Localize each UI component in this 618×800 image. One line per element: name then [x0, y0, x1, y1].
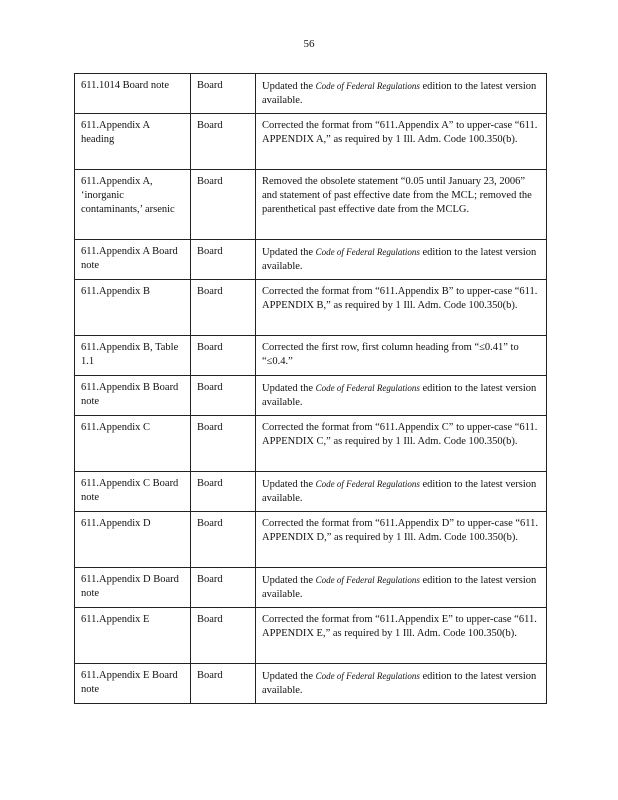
- cfr-title: Code of Federal Regulations: [315, 383, 420, 393]
- change-description-cell: [256, 608, 547, 664]
- table-row: [75, 336, 547, 376]
- change-description-cell: [256, 416, 547, 472]
- table-row: [75, 114, 547, 170]
- cfr-title: Code of Federal Regulations: [315, 247, 420, 257]
- change-description-cell: [256, 280, 547, 336]
- table-row: [75, 240, 547, 280]
- change-description-cell: [256, 376, 547, 416]
- section-cell: 611.Appendix E: [75, 608, 191, 664]
- changes-table: [74, 73, 547, 704]
- description-text: Removed the obsolete statement “0.05 until January 23, 2006” and statement of past effective date from the MCL; removed the parenthetical past effective date from the MCLG.: [262, 176, 532, 215]
- section-cell: 611.Appendix A Board note: [75, 240, 191, 280]
- description-text: Corrected the format from “611.Appendix B” to upper-case “611. APPENDIX B,” as required by 1 Ill. Adm. Code 100.350(b).: [262, 286, 538, 311]
- table-row: [75, 74, 547, 114]
- source-cell: Board: [191, 416, 256, 472]
- table-row: [75, 280, 547, 336]
- source-cell: Board: [191, 376, 256, 416]
- description-text: Corrected the format from “611.Appendix E” to upper-case “611. APPENDIX E,” as required by 1 Ill. Adm. Code 100.350(b).: [262, 614, 537, 639]
- table-row: [75, 376, 547, 416]
- changes-table-body: [75, 74, 547, 704]
- section-cell: 611.Appendix D Board note: [75, 568, 191, 608]
- section-cell: 611.Appendix B: [75, 280, 191, 336]
- description-text: edition to the latest version available.: [262, 247, 537, 272]
- description-text: edition to the latest version available.: [262, 81, 537, 106]
- description-text: Corrected the first row, first column heading from “≤0.41” to “≤0.4.”: [262, 342, 519, 367]
- change-description-cell: [256, 114, 547, 170]
- cfr-title: Code of Federal Regulations: [315, 81, 420, 91]
- table-row: [75, 472, 547, 512]
- cfr-title: Code of Federal Regulations: [315, 671, 420, 681]
- source-cell: Board: [191, 512, 256, 568]
- description-text: Corrected the format from “611.Appendix C” to upper-case “611. APPENDIX C,” as required by 1 Ill. Adm. Code 100.350(b).: [262, 422, 538, 447]
- change-description-cell: [256, 336, 547, 376]
- change-description-cell: [256, 472, 547, 512]
- section-cell: 611.Appendix C Board note: [75, 472, 191, 512]
- section-cell: 611.Appendix B, Table 1.1: [75, 336, 191, 376]
- description-text: edition to the latest version available.: [262, 671, 537, 696]
- description-text: edition to the latest version available.: [262, 479, 537, 504]
- source-cell: Board: [191, 170, 256, 240]
- table-row: [75, 608, 547, 664]
- change-description-cell: [256, 568, 547, 608]
- change-description-cell: [256, 512, 547, 568]
- page-number: 56: [303, 38, 315, 50]
- description-text: Updated the: [262, 383, 316, 394]
- change-description-cell: [256, 664, 547, 704]
- source-cell: Board: [191, 336, 256, 376]
- section-cell: 611.Appendix C: [75, 416, 191, 472]
- table-row: [75, 170, 547, 240]
- change-description-cell: [256, 74, 547, 114]
- description-text: Updated the: [262, 671, 316, 682]
- source-cell: Board: [191, 608, 256, 664]
- source-cell: Board: [191, 568, 256, 608]
- description-text: Updated the: [262, 479, 316, 490]
- source-cell: Board: [191, 74, 256, 114]
- source-cell: Board: [191, 664, 256, 704]
- description-text: Corrected the format from “611.Appendix A” to upper-case “611. APPENDIX A,” as required by 1 Ill. Adm. Code 100.350(b).: [262, 120, 538, 145]
- source-cell: Board: [191, 114, 256, 170]
- change-description-cell: [256, 170, 547, 240]
- source-cell: Board: [191, 280, 256, 336]
- section-cell: 611.Appendix E Board note: [75, 664, 191, 704]
- source-cell: Board: [191, 240, 256, 280]
- description-text: Updated the: [262, 575, 316, 586]
- table-row: [75, 512, 547, 568]
- description-text: edition to the latest version available.: [262, 383, 537, 408]
- table-row: [75, 416, 547, 472]
- change-description-cell: [256, 240, 547, 280]
- section-cell: 611.Appendix A, ‘inorganic contaminants,’ arsenic: [75, 170, 191, 240]
- table-row: [75, 664, 547, 704]
- description-text: Corrected the format from “611.Appendix D” to upper-case “611. APPENDIX D,” as required by 1 Ill. Adm. Code 100.350(b).: [262, 518, 538, 543]
- description-text: Updated the: [262, 81, 316, 92]
- section-cell: 611.Appendix B Board note: [75, 376, 191, 416]
- cfr-title: Code of Federal Regulations: [315, 479, 420, 489]
- cfr-title: Code of Federal Regulations: [315, 575, 420, 585]
- section-cell: 611.1014 Board note: [75, 74, 191, 114]
- description-text: Updated the: [262, 247, 316, 258]
- section-cell: 611.Appendix A heading: [75, 114, 191, 170]
- table-row: [75, 568, 547, 608]
- section-cell: 611.Appendix D: [75, 512, 191, 568]
- source-cell: Board: [191, 472, 256, 512]
- description-text: edition to the latest version available.: [262, 575, 537, 600]
